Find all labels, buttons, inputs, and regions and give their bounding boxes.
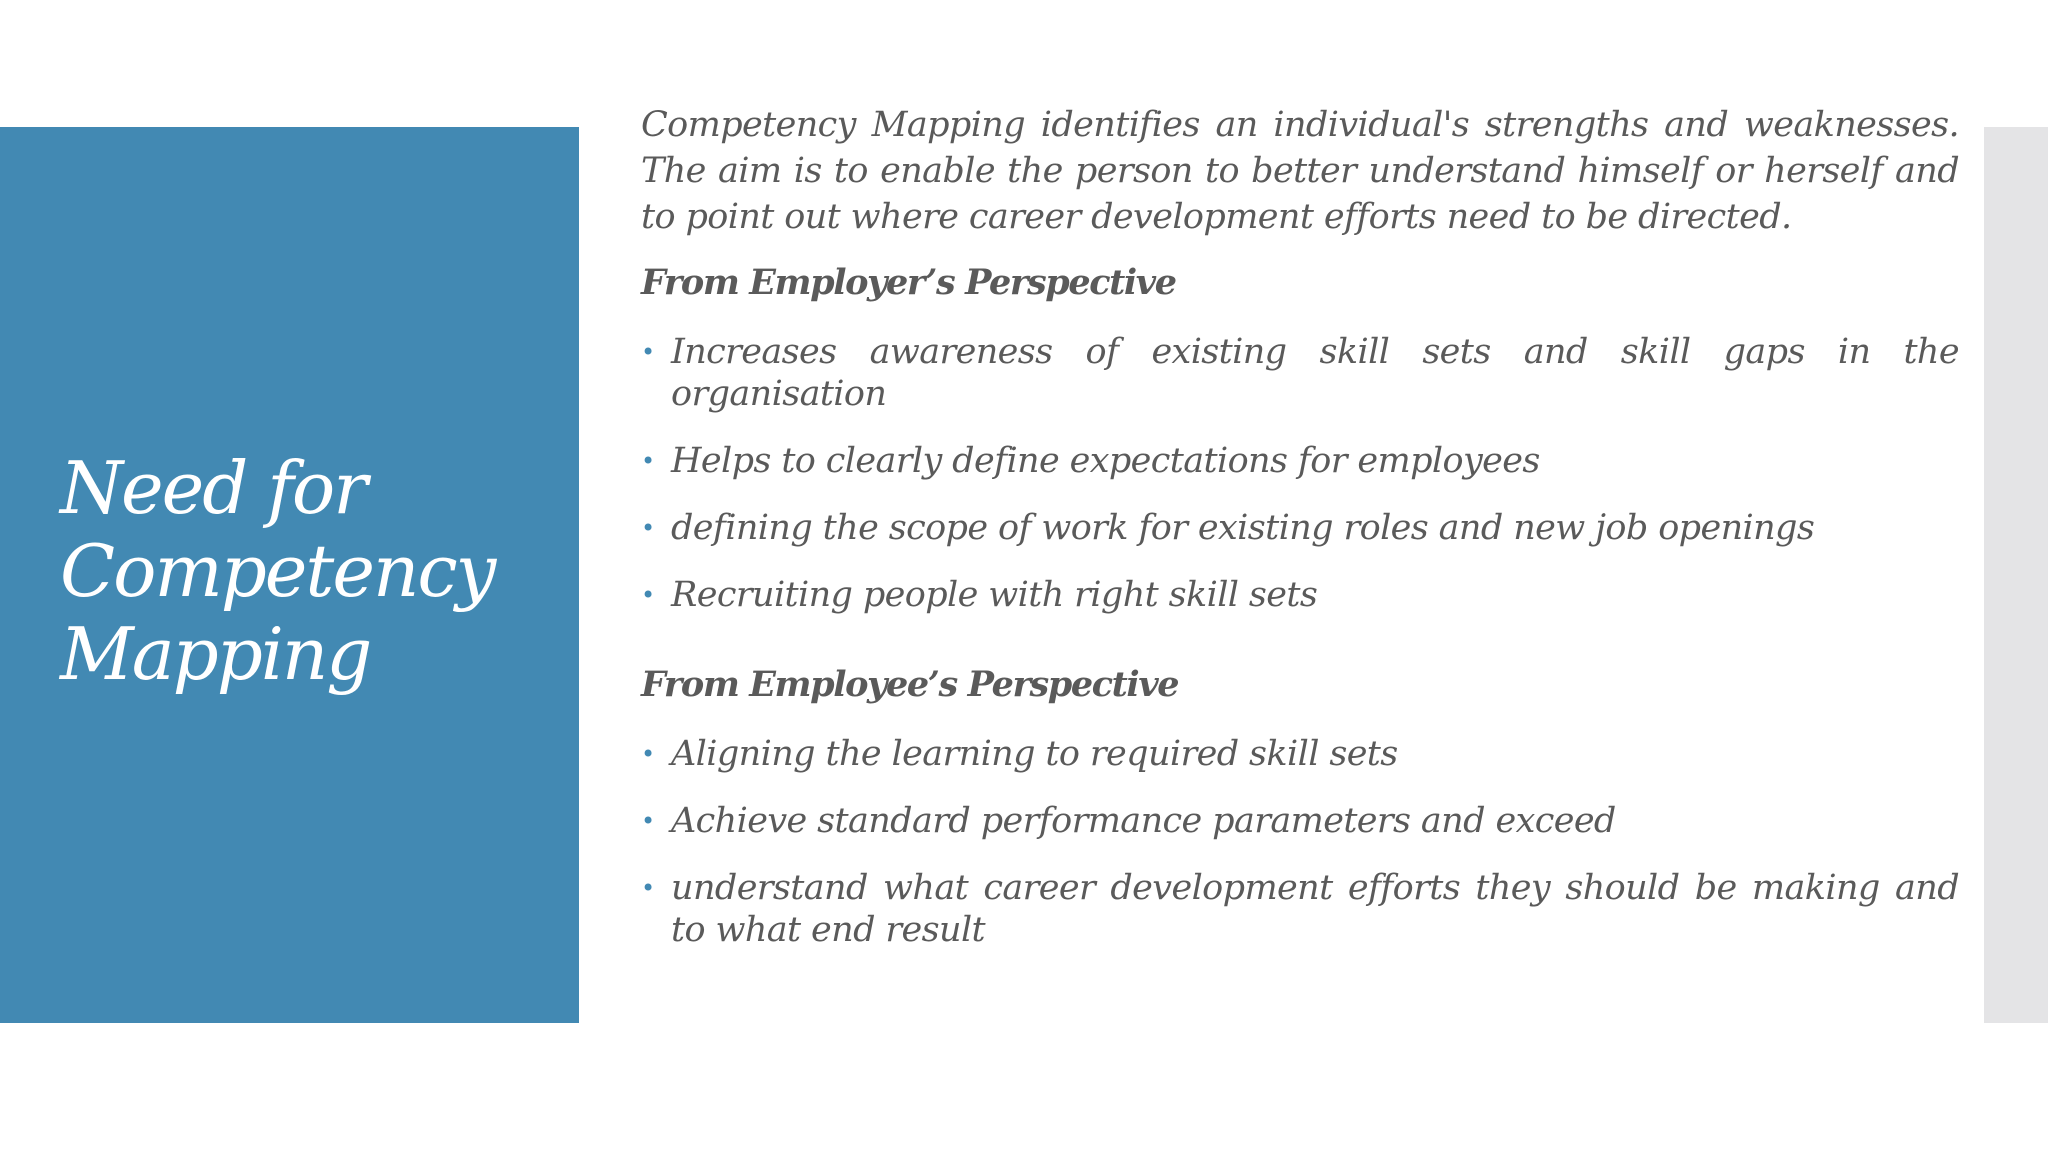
list-item: [641, 800, 1959, 842]
employee-heading: From Employee’s Perspective: [641, 664, 1179, 705]
intro-paragraph: Competency Mapping identifies an individual's strengths and weaknesses. The aim is to enable the person to better understand himself or herself and to point out where career development efforts need to be directed.: [641, 105, 1959, 237]
title-line-1: Need for: [60, 446, 366, 530]
employee-list: [641, 733, 1959, 951]
list-item-text: understand what career development efforts they should be making and to what end result: [671, 868, 1959, 950]
list-item: [641, 507, 1959, 549]
list-item: [641, 440, 1959, 482]
bullet-icon: •: [641, 338, 655, 366]
bullet-icon: •: [641, 740, 655, 768]
list-item: [641, 574, 1959, 616]
employer-heading: From Employer’s Perspective: [641, 262, 1176, 303]
list-item-text: Helps to clearly define expectations for employees: [671, 441, 1540, 481]
list-item: [641, 733, 1959, 775]
bullet-icon: •: [641, 874, 655, 902]
list-item-text: Increases awareness of existing skill sets and skill gaps in the organisation: [671, 332, 1959, 414]
bullet-icon: •: [641, 514, 655, 542]
list-item: [641, 867, 1959, 951]
employer-list: [641, 331, 1959, 616]
bullet-icon: •: [641, 581, 655, 609]
right-accent-bar: [1984, 127, 2048, 1023]
title-line-2: Competency: [60, 529, 495, 613]
bullet-icon: •: [641, 447, 655, 475]
slide-title: [60, 447, 560, 696]
content-area: [641, 102, 1959, 951]
list-item-text: Aligning the learning to required skill sets: [671, 734, 1398, 774]
list-item-text: defining the scope of work for existing roles and new job openings: [671, 508, 1815, 548]
title-line-3: Mapping: [60, 612, 371, 696]
list-item: [641, 331, 1959, 415]
bullet-icon: •: [641, 807, 655, 835]
list-item-text: Achieve standard performance parameters and exceed: [671, 801, 1616, 841]
list-item-text: Recruiting people with right skill sets: [671, 575, 1318, 615]
